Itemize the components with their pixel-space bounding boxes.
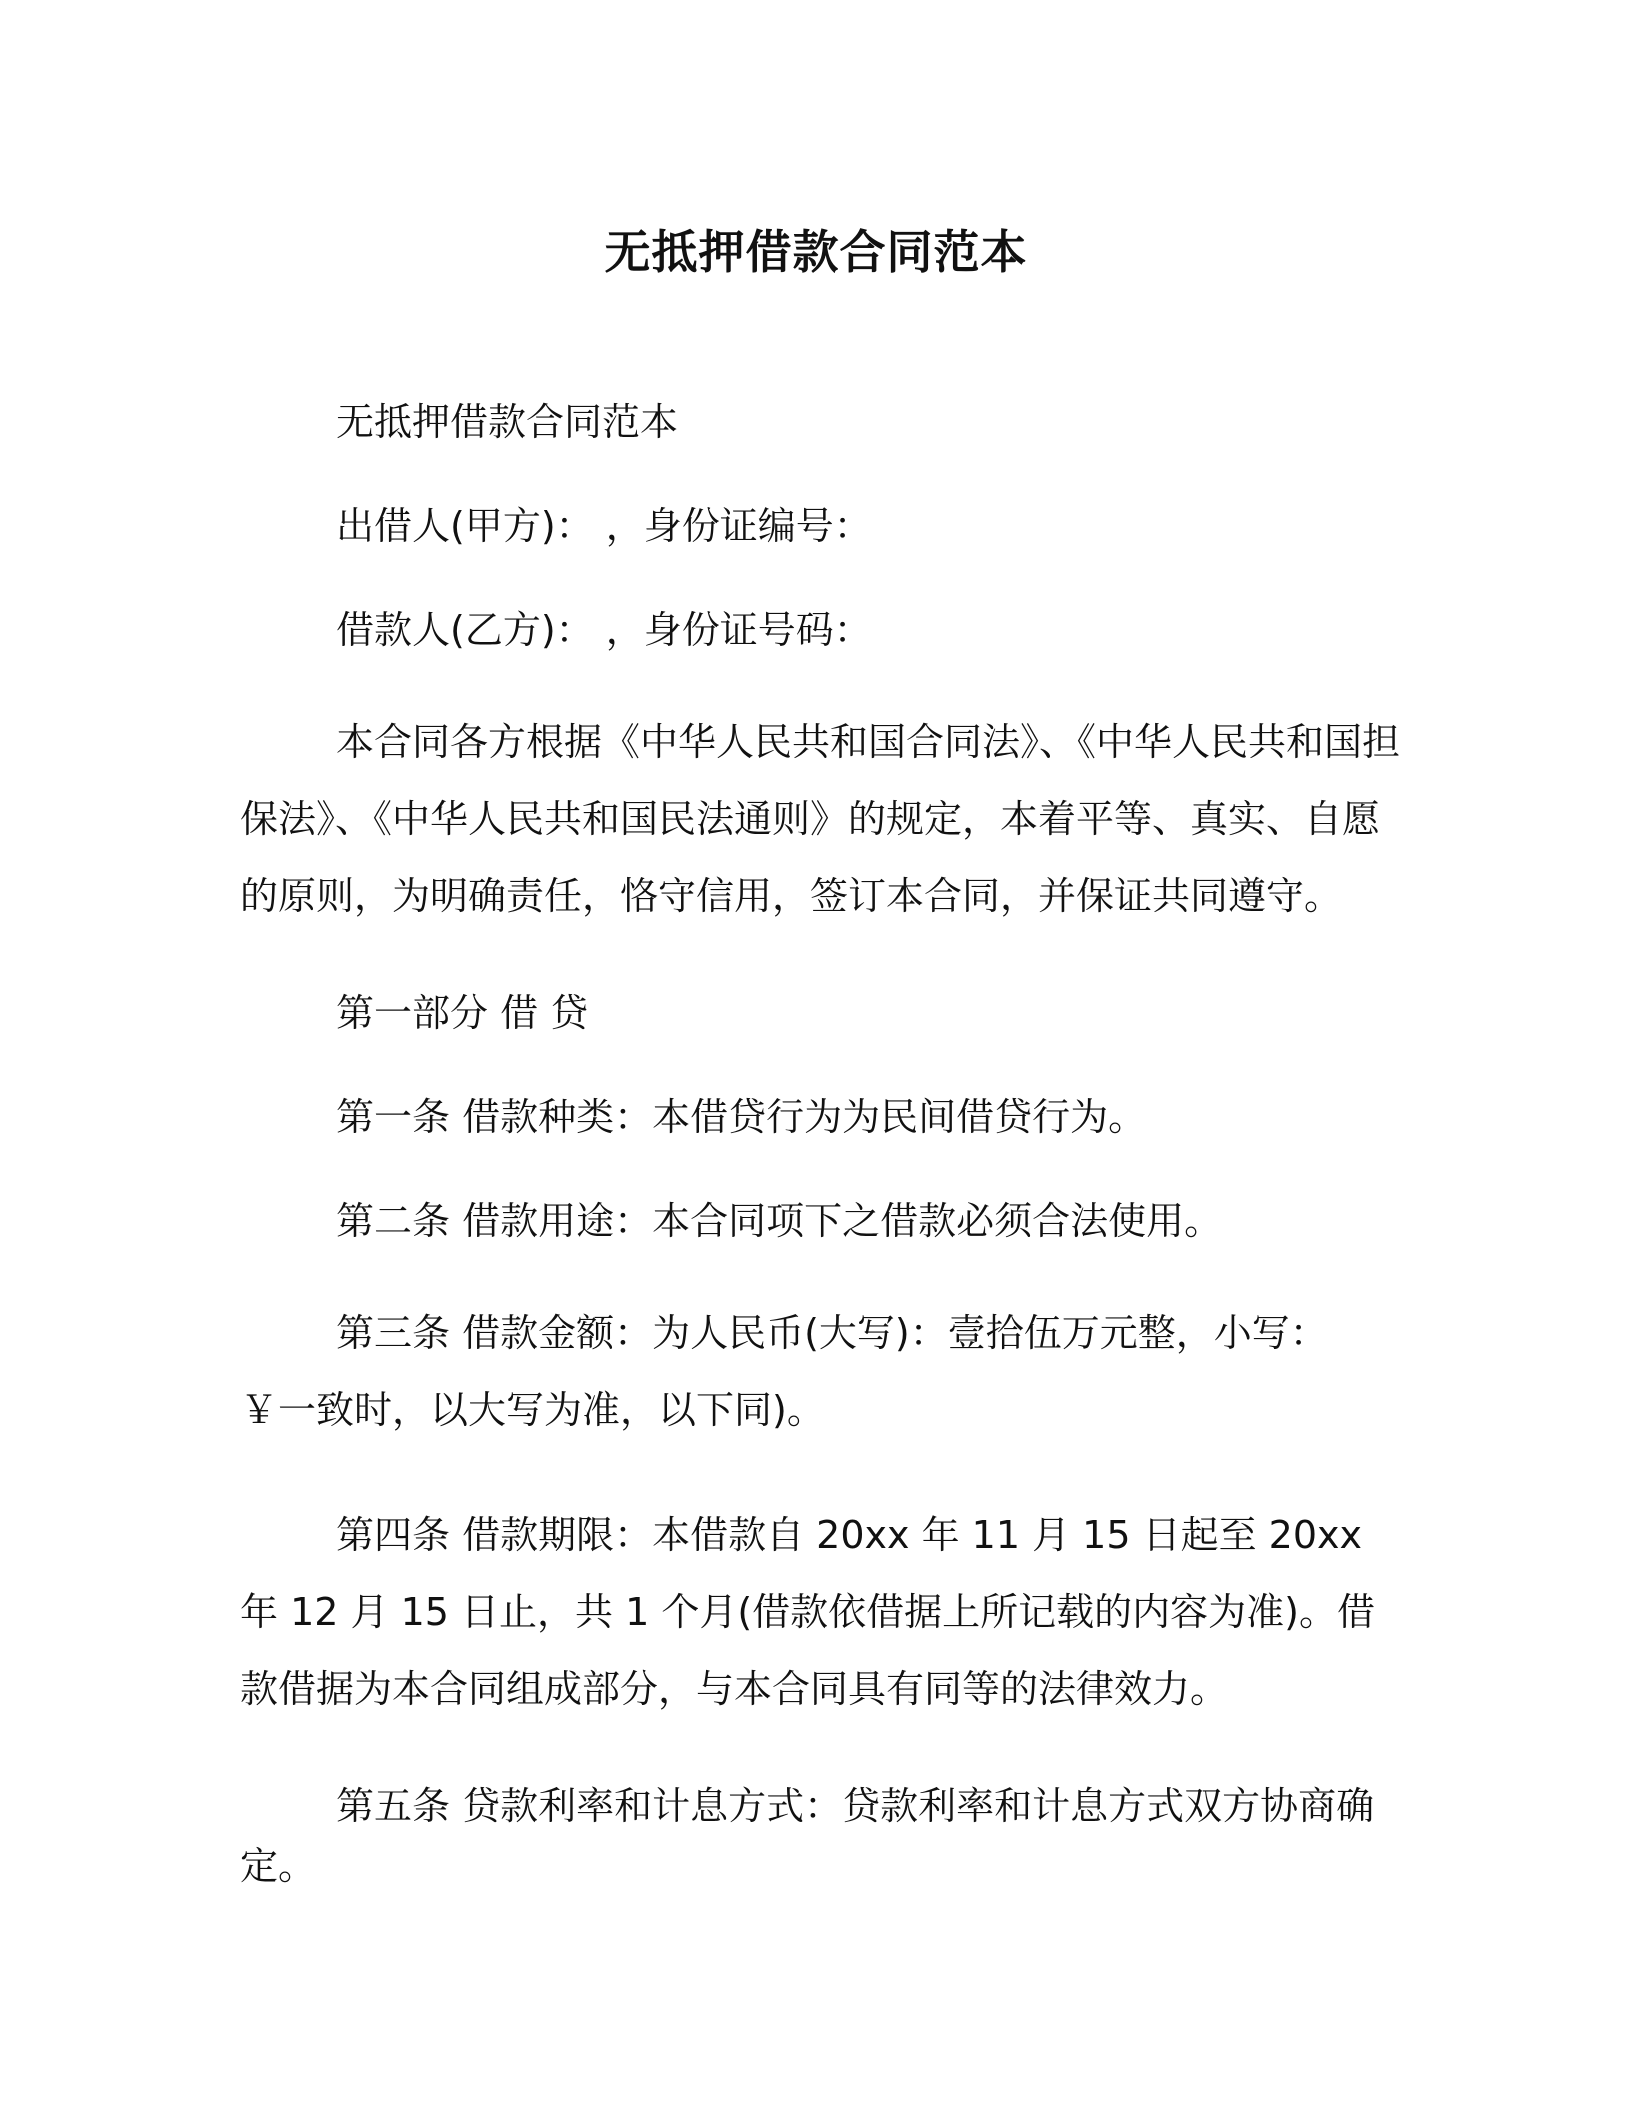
document-title: 无抵押借款合同范本 bbox=[604, 225, 1028, 279]
article-5: 第五条 贷款利率和计息方式：贷款利率和计息方式双方协商确定。 bbox=[240, 1784, 1375, 1888]
subtitle-paragraph: 无抵押借款合同范本 bbox=[336, 400, 679, 444]
section-heading-part-one: 第一部分 借 贷 bbox=[336, 991, 589, 1035]
document-body bbox=[240, 392, 1402, 1940]
article-3: 第三条 借款金额：为人民币(大写)：壹拾伍万元整，小写：￥一致时，以大写为准，以下同)。 bbox=[240, 1311, 1328, 1432]
article-4: 第四条 借款期限：本借款自 20xx 年 11 月 15 日起至 20xx 年 12 月 15 日止，共 1 个月(借款依借据上所记载的内容为准)。借款借据为本合同组成部分，与本合同具有同等的法律效力。 bbox=[240, 1513, 1376, 1711]
borrower-line: 借款人(乙方)： ，身份证号码： bbox=[336, 608, 872, 652]
article-2: 第二条 借款用途：本合同项下之借款必须合法使用。 bbox=[336, 1199, 1223, 1243]
article-1: 第一条 借款种类：本借贷行为为民间借贷行为。 bbox=[336, 1095, 1147, 1139]
preamble-paragraph: 本合同各方根据《中华人民共和国合同法》、《中华人民共和国担保法》、《中华人民共和国民法通则》的规定，本着平等、真实、自愿的原则，为明确责任，恪守信用，签订本合同，并保证共同遵守。 bbox=[240, 720, 1401, 918]
lender-line: 出借人(甲方)： ，身份证编号： bbox=[336, 504, 872, 548]
